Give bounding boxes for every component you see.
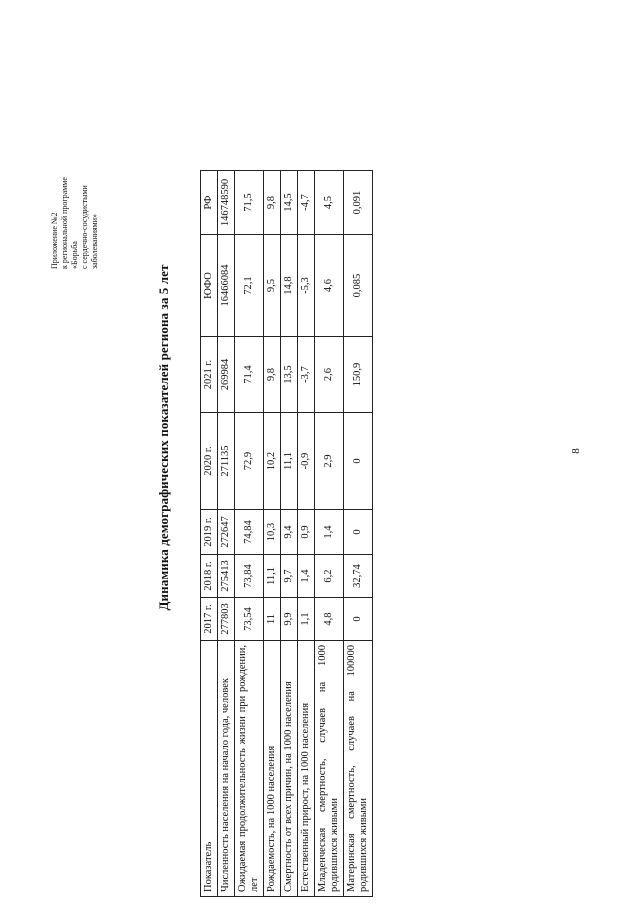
- appendix-line: с сердечно-сосудистыми: [80, 185, 89, 269]
- column-header: 2020 г.: [201, 413, 218, 510]
- value-cell: 272647: [218, 510, 235, 555]
- indicator-cell: Численность населения на начало года, человек: [218, 641, 235, 897]
- column-header: Показатель: [201, 641, 218, 897]
- value-cell: 74,84: [235, 510, 264, 555]
- value-cell: 271135: [218, 413, 235, 510]
- appendix-line: «Борьба: [70, 241, 79, 269]
- indicator-cell: Ожидаемая продолжительность жизни при рождении, лет: [235, 641, 264, 897]
- appendix-line: к региональной программе: [60, 177, 69, 269]
- value-cell: 72,1: [235, 235, 264, 337]
- value-cell: 16466084: [218, 235, 235, 337]
- value-cell: 11: [264, 598, 281, 641]
- table-header-row: [201, 171, 218, 897]
- value-cell: 11,1: [281, 413, 298, 510]
- value-cell: 0: [344, 598, 373, 641]
- indicator-cell: Материнская смертность, случаев на 100000 родившихся живыми: [344, 641, 373, 897]
- indicator-cell: Смертность от всех причин, на 1000 населения: [281, 641, 298, 897]
- value-cell: 73,84: [235, 555, 264, 598]
- demographics-table: [200, 170, 373, 897]
- value-cell: 9,4: [281, 510, 298, 555]
- value-cell: 2,6: [315, 337, 344, 413]
- value-cell: 9,9: [281, 598, 298, 641]
- value-cell: 275413: [218, 555, 235, 598]
- table-row: [298, 171, 315, 897]
- value-cell: 0,091: [344, 171, 373, 235]
- column-header: 2019 г.: [201, 510, 218, 555]
- page-title: Динамика демографических показателей региона за 5 лет: [156, 264, 171, 611]
- value-cell: -4,7: [298, 171, 315, 235]
- value-cell: 150,9: [344, 337, 373, 413]
- appendix-line: заболеваниями»: [90, 213, 99, 269]
- value-cell: 0,085: [344, 235, 373, 337]
- appendix-line: Приложение №2: [50, 212, 59, 269]
- table-row: [218, 171, 235, 897]
- value-cell: 0,9: [298, 510, 315, 555]
- value-cell: 146748590: [218, 171, 235, 235]
- value-cell: 1,4: [315, 510, 344, 555]
- value-cell: 14,8: [281, 235, 298, 337]
- value-cell: 14,5: [281, 171, 298, 235]
- value-cell: 71,5: [235, 171, 264, 235]
- value-cell: 4,5: [315, 171, 344, 235]
- column-header: ЮФО: [201, 235, 218, 337]
- indicator-cell: Рождаемость, на 1000 населения: [264, 641, 281, 897]
- value-cell: 73,54: [235, 598, 264, 641]
- value-cell: 10,2: [264, 413, 281, 510]
- column-header: 2018 г.: [201, 555, 218, 598]
- appendix-note: [50, 69, 100, 269]
- value-cell: 0: [344, 510, 373, 555]
- table-row: [315, 171, 344, 897]
- value-cell: 277803: [218, 598, 235, 641]
- column-header: РФ: [201, 171, 218, 235]
- demographics-table-wrap: [200, 170, 373, 897]
- value-cell: 4,6: [315, 235, 344, 337]
- value-cell: 9,5: [264, 235, 281, 337]
- value-cell: 4,8: [315, 598, 344, 641]
- value-cell: 71,4: [235, 337, 264, 413]
- table-row: [264, 171, 281, 897]
- page-number: 8: [570, 448, 582, 454]
- column-header: 2021 г.: [201, 337, 218, 413]
- value-cell: 10,3: [264, 510, 281, 555]
- value-cell: 9,7: [281, 555, 298, 598]
- indicator-cell: Естественный прирост, на 1000 населения: [298, 641, 315, 897]
- table-row: [235, 171, 264, 897]
- value-cell: -5,3: [298, 235, 315, 337]
- value-cell: 2,9: [315, 413, 344, 510]
- value-cell: -3,7: [298, 337, 315, 413]
- table-row: [281, 171, 298, 897]
- column-header: 2017 г.: [201, 598, 218, 641]
- indicator-cell: Младенческая смертность, случаев на 1000 родившихся живыми: [315, 641, 344, 897]
- value-cell: 1,4: [298, 555, 315, 598]
- value-cell: 6,2: [315, 555, 344, 598]
- value-cell: 1,1: [298, 598, 315, 641]
- value-cell: 72,9: [235, 413, 264, 510]
- value-cell: 32,74: [344, 555, 373, 598]
- value-cell: 269984: [218, 337, 235, 413]
- value-cell: 9,8: [264, 337, 281, 413]
- value-cell: 13,5: [281, 337, 298, 413]
- value-cell: -0,9: [298, 413, 315, 510]
- value-cell: 0: [344, 413, 373, 510]
- value-cell: 11,1: [264, 555, 281, 598]
- table-row: [344, 171, 373, 897]
- value-cell: 9,8: [264, 171, 281, 235]
